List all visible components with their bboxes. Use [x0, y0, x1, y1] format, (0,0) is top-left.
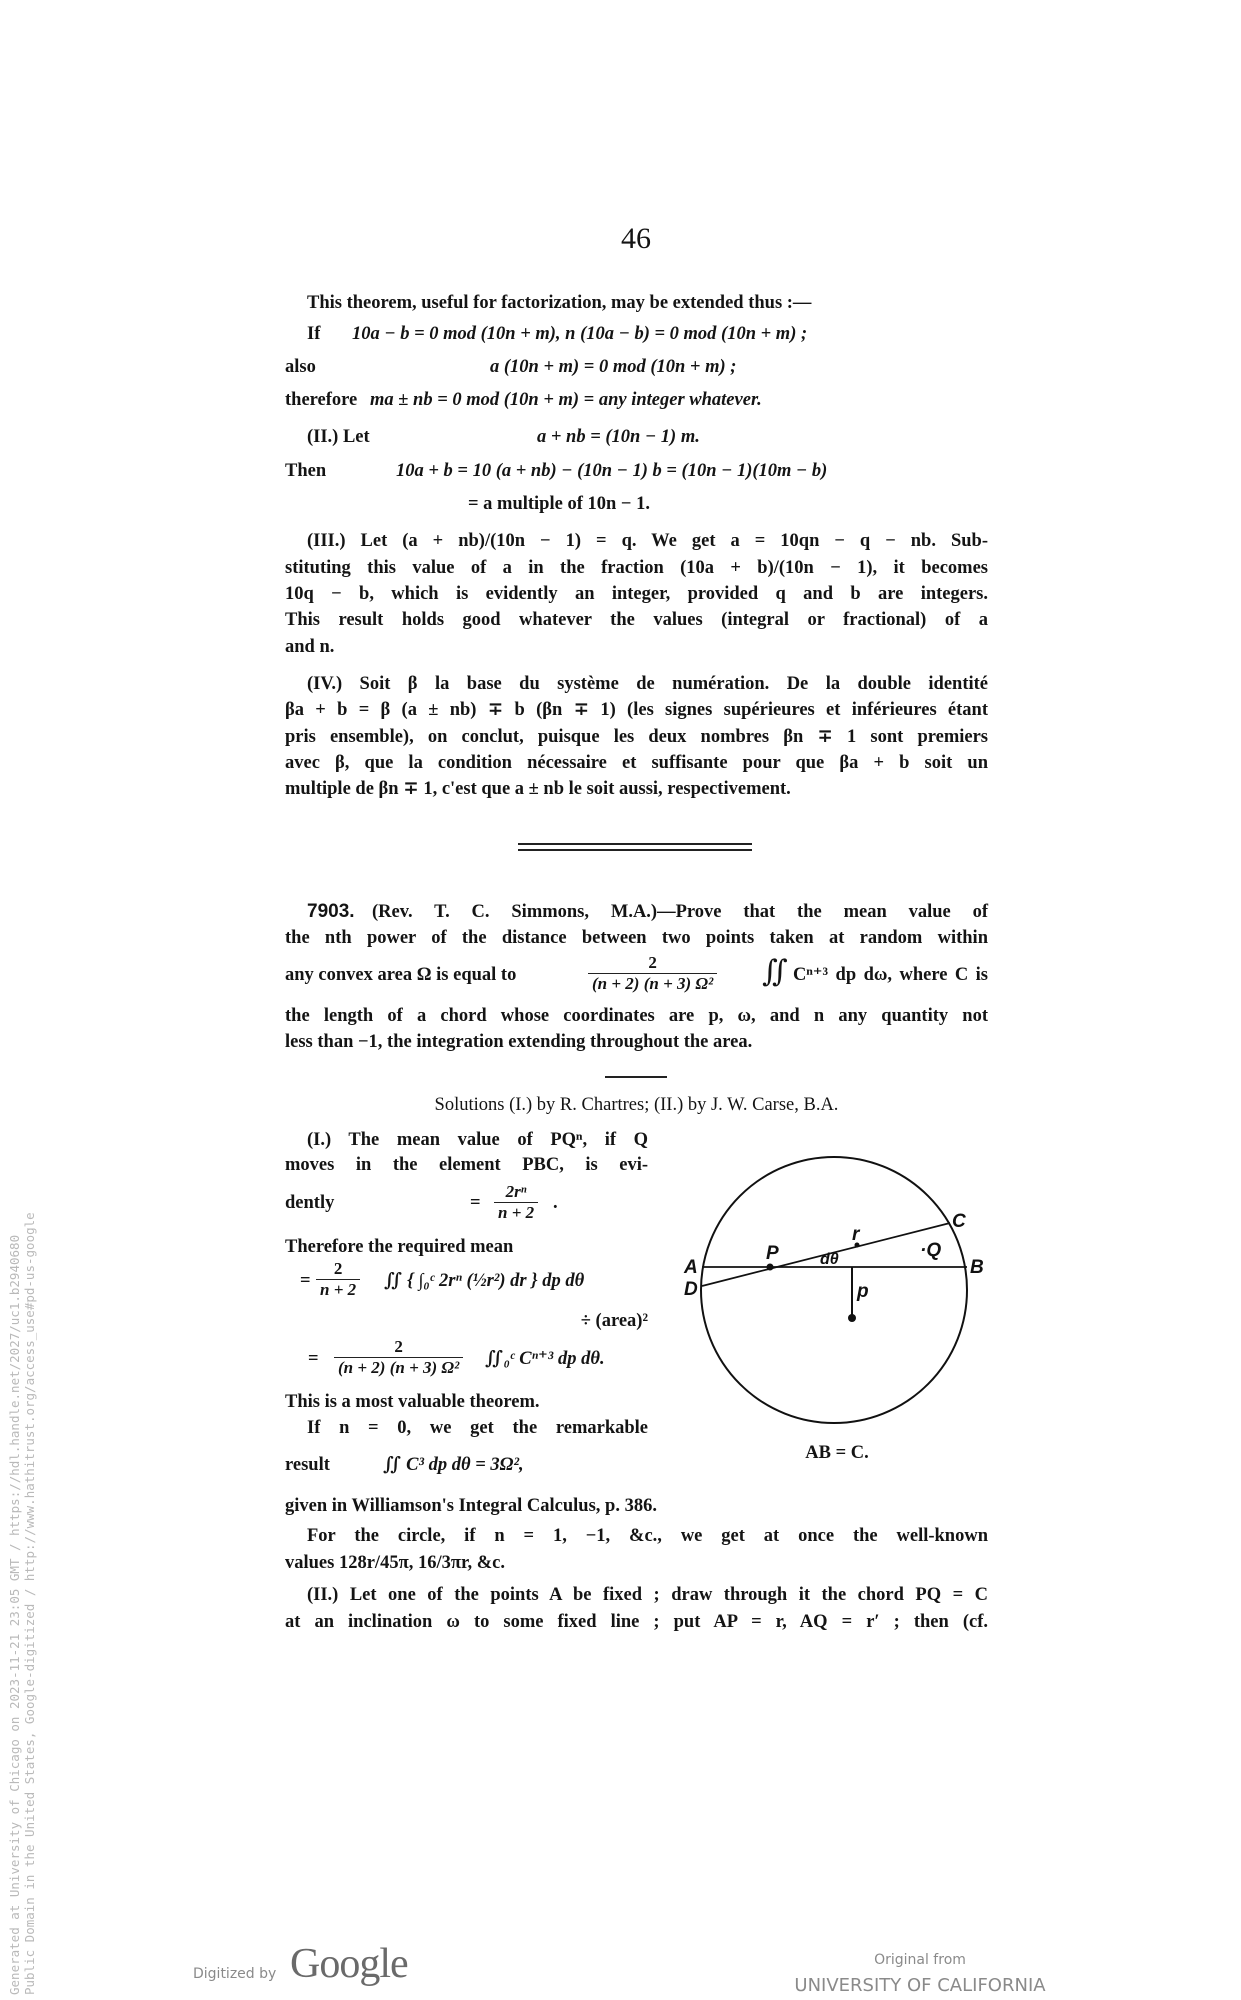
section-divider [518, 849, 752, 851]
original-from: Original from [874, 1952, 966, 1968]
text-line: result [285, 1455, 330, 1475]
numerator: 2rⁿ [505, 1182, 527, 1201]
label-a: A [684, 1257, 698, 1278]
watermark-line: Generated at University of Chicago on 2023-11-21 23:05 GMT / https://hdl.handle.net/2027/uc1.b2940680 [7, 1234, 22, 1995]
label-p-point: P [766, 1243, 779, 1264]
text-line: 10q − b, which is evidently an integer, provided q and b are integers. [285, 584, 988, 604]
text-line: This theorem, useful for factorization, may be extended thus :— [307, 293, 812, 313]
centre-point [848, 1314, 856, 1322]
numerator: 2 [394, 1337, 403, 1356]
formula: ma ± nb = 0 mod (10n + m) = any integer whatever. [370, 390, 762, 410]
label-b: B [970, 1257, 984, 1278]
formula: ∬ { ∫₀ᶜ 2rⁿ (½r²) dr } dp dθ [384, 1271, 585, 1291]
section-divider [518, 843, 752, 845]
denominator: n + 2 [494, 1202, 538, 1223]
text-line: (III.) Let (a + nb)/(10n − 1) = q. We get a = 10qn − q − nb. Sub- [307, 531, 988, 551]
question-number: 7903. [307, 901, 355, 922]
circle [701, 1157, 967, 1423]
text-line: any convex area Ω is equal to [285, 965, 517, 985]
formula: ∬ C³ dp dθ = 3Ω², [383, 1455, 524, 1475]
equals: = [300, 1271, 311, 1291]
google-logo: Google [290, 1941, 408, 1987]
fraction [588, 953, 717, 994]
label-p-distance: p [857, 1281, 869, 1302]
text-label: If [307, 324, 321, 344]
text-line: pris ensemble), on conclut, puisque les deux nombres βn ∓ 1 sont premiers [285, 727, 988, 747]
formula: a (10n + m) = 0 mod (10n + m) ; [490, 357, 737, 377]
formula: Cⁿ⁺³ dp dω, where C is [793, 965, 988, 985]
text-line: the length of a chord whose coordinates are p, ω, and n any quantity not [285, 1006, 988, 1026]
formula: a + nb = (10n − 1) m. [537, 427, 700, 447]
text-line: stituting this value of a in the fraction (10a + b)/(10n − 1), it becomes [285, 558, 988, 578]
watermark-line: Public Domain in the United States, Google-digitized / http://www.hathitrust.org/access_use#pd-us-google [22, 1212, 37, 1995]
circle-chord-diagram [670, 1140, 1010, 1480]
text-line: (IV.) Soit β la base du système de numération. De la double identité [307, 674, 988, 694]
numerator: 2 [648, 953, 657, 972]
fraction [316, 1259, 360, 1300]
divider [605, 1076, 667, 1078]
formula: 10a + b = 10 (a + nb) − (10n − 1) b = (10n − 1)(10m − b) [396, 461, 828, 481]
denominator: (n + 2) (n + 3) Ω² [588, 973, 717, 994]
text-line: βa + b = β (a ± nb) ∓ b (βn ∓ 1) (les signes supérieures et inférieures étant [285, 700, 988, 720]
text-line: and n. [285, 637, 335, 657]
fraction [494, 1182, 538, 1223]
double-integral: ∬ [762, 955, 788, 988]
denominator: (n + 2) (n + 3) Ω² [334, 1357, 463, 1378]
point-p [767, 1264, 774, 1271]
text-line: For the circle, if n = 1, −1, &c., we get at once the well-known [307, 1526, 988, 1546]
label-dtheta: dθ [820, 1251, 839, 1268]
text-line: dently [285, 1193, 335, 1213]
denominator: n + 2 [316, 1279, 360, 1300]
text-line: moves in the element PBC, is evi- [285, 1155, 648, 1175]
equals: = [308, 1349, 319, 1369]
formula: = a multiple of 10n − 1. [468, 494, 650, 514]
text-line: less than −1, the integration extending throughout the area. [285, 1032, 753, 1052]
university-name: UNIVERSITY OF CALIFORNIA [794, 1975, 1046, 1996]
label-d: D [684, 1279, 698, 1300]
label-q: ·Q [920, 1240, 942, 1261]
text-line: If n = 0, we get the remarkable [307, 1418, 648, 1438]
numerator: 2 [333, 1259, 343, 1278]
text-line: multiple de βn ∓ 1, c'est que a ± nb le soit aussi, respectivement. [285, 779, 791, 799]
label-r: r [852, 1224, 860, 1245]
period: . [553, 1193, 558, 1213]
text-line: given in Williamson's Integral Calculus, p. 386. [285, 1496, 657, 1516]
formula: ÷ (area)² [580, 1311, 648, 1331]
text-line: at an inclination ω to some fixed line ; put AP = r, AQ = r′ ; then (cf. [285, 1612, 988, 1632]
page-number: 46 [621, 222, 651, 255]
text-line: (Rev. T. C. Simmons, M.A.)—Prove that the mean value of [372, 902, 988, 922]
label-c: C [952, 1211, 966, 1232]
equals: = [470, 1193, 481, 1213]
text-label: therefore [285, 390, 358, 410]
text-label: (II.) Let [307, 427, 370, 447]
formula: ∬₀ᶜ Cⁿ⁺³ dp dθ. [485, 1349, 605, 1369]
figure-caption: AB = C. [805, 1443, 869, 1463]
fraction [334, 1337, 463, 1378]
text-label: Then [285, 461, 327, 481]
text-line: This is a most valuable theorem. [285, 1392, 540, 1412]
text-line: values 128r/45π, 16/3πr, &c. [285, 1553, 505, 1573]
formula: 10a − b = 0 mod (10n + m), n (10a − b) = 0 mod (10n + m) ; [352, 324, 808, 344]
text-line: avec β, que la condition nécessaire et suffisante pour que βa + b soit un [285, 753, 988, 773]
text-label: also [285, 357, 316, 377]
text-line: the nth power of the distance between two points taken at random within [285, 928, 988, 948]
text-line: This result holds good whatever the values (integral or fractional) of a [285, 610, 988, 630]
digitized-by: Digitized by [193, 1966, 277, 1982]
text-line: Therefore the required mean [285, 1237, 514, 1257]
text-line: (I.) The mean value of PQⁿ, if Q [307, 1130, 648, 1150]
text-line: (II.) Let one of the points A be fixed ; draw through it the chord PQ = C [307, 1585, 988, 1605]
solutions-heading: Solutions (I.) by R. Chartres; (II.) by J. W. Carse, B.A. [434, 1095, 839, 1115]
